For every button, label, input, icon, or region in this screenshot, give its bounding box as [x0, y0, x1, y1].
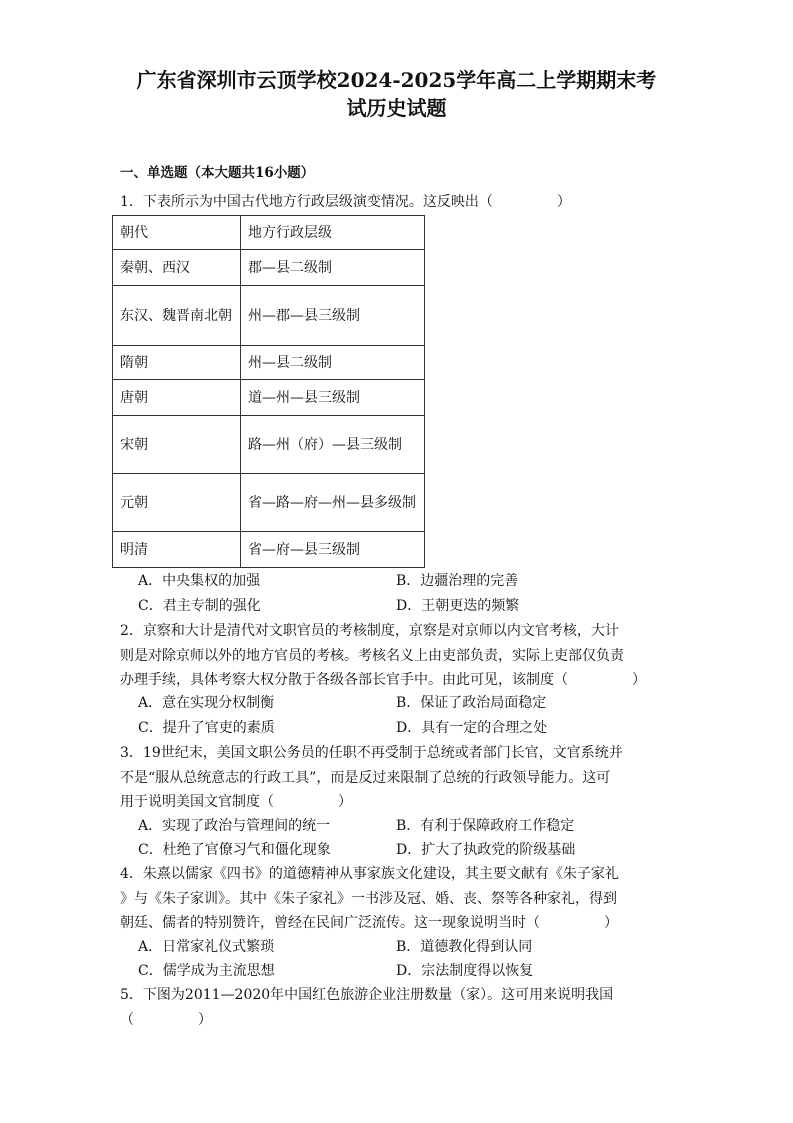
question-2-close-paren: ）	[632, 672, 646, 688]
question-5-line	[120, 1008, 680, 1033]
table-row	[113, 380, 425, 416]
question-5-line: 5．下图为2011—2020年中国红色旅游企业注册数量（家）。这可用来说明我国	[120, 987, 614, 1003]
question-5-open-paren: （	[120, 1011, 134, 1028]
question-4-close-paren: ）	[604, 915, 618, 931]
question-1-text: 1．下表所示为中国古代地方行政层级演变情况。这反映出（	[120, 194, 493, 210]
section-heading: 一、单选题（本大题共16小题）	[120, 165, 315, 181]
table-row	[113, 532, 425, 568]
option-b[interactable]: B．保证了政治局面稳定	[396, 695, 547, 711]
option-b[interactable]: B．道德教化得到认同	[396, 939, 533, 955]
question-2-line: 2．京察和大计是清代对文职官员的考核制度，京察是对京师以内文官考核，大计	[120, 623, 619, 639]
table-row	[113, 286, 425, 346]
question-3-line	[120, 790, 680, 815]
table-row	[113, 250, 425, 286]
table-header-cell: 朝代	[113, 216, 241, 250]
option-a[interactable]: A．意在实现分权制衡	[138, 695, 275, 711]
table-cell-dynasty: 东汉、魏晋南北朝	[113, 286, 241, 346]
option-d[interactable]: D．具有一定的合理之处	[396, 720, 548, 736]
question-3-stem	[120, 741, 680, 815]
table-header-row	[113, 216, 425, 250]
table-cell-levels: 路—州（府）—县三级制	[241, 416, 425, 474]
option-a[interactable]: A．中央集权的加强	[138, 573, 261, 589]
question-1-stem	[120, 190, 680, 215]
question-2-line: 则是对除京师以外的地方官员的考核。考核名义上由吏部负责，实际上吏部仅负责	[120, 647, 624, 664]
option-a[interactable]: A．实现了政治与管理间的统一	[138, 818, 331, 834]
question-2-text: 办理手续，具体考察大权分散于各级各部长官手中。由此可见，该制度（	[120, 672, 568, 688]
question-3-line: 不是“服从总统意志的行政工具”，而是反过来限制了总统的行政领导能力。这可	[120, 769, 611, 786]
option-d[interactable]: D．王朝更迭的频繁	[396, 598, 520, 614]
table-cell-levels: 省—路—府—州—县多级制	[241, 474, 425, 532]
table-cell-dynasty: 秦朝、西汉	[113, 250, 241, 286]
question-4-stem	[120, 862, 680, 936]
question-2-stem	[120, 619, 680, 693]
table-cell-dynasty: 唐朝	[113, 380, 241, 416]
table-cell-levels: 州—郡—县三级制	[241, 286, 425, 346]
question-1-close-paren: ）	[556, 194, 571, 210]
question-3-close-paren: ）	[338, 794, 352, 810]
option-d[interactable]: D．扩大了执政党的阶级基础	[396, 842, 576, 858]
option-b[interactable]: B．边疆治理的完善	[396, 573, 519, 589]
question-3-line: 3．19世纪末，美国文职公务员的任职不再受制于总统或者部门长官，文官系统并	[120, 745, 623, 761]
admin-levels-table	[112, 215, 425, 568]
table-row	[113, 474, 425, 532]
question-2-line	[120, 668, 680, 693]
option-c[interactable]: C．提升了官吏的素质	[138, 720, 275, 736]
table-row	[113, 416, 425, 474]
option-c[interactable]: C．君主专制的强化	[138, 598, 261, 614]
question-5-close-paren: ）	[198, 1011, 212, 1028]
table-header-cell: 地方行政层级	[241, 216, 425, 250]
title-line-2: 试历史试题	[346, 96, 447, 120]
option-b[interactable]: B．有利于保障政府工作稳定	[396, 818, 575, 834]
table-cell-dynasty: 隋朝	[113, 346, 241, 380]
document-title	[100, 66, 693, 122]
question-4-text: 朝廷、儒者的特别赞许，曾经在民间广泛流传。这一现象说明当时（	[120, 915, 540, 931]
table-cell-levels: 州—县二级制	[241, 346, 425, 380]
title-line-1: 广东省深圳市云顶学校2024-2025学年高二上学期期末考	[136, 68, 657, 92]
option-a[interactable]: A．日常家礼仪式繁琐	[138, 939, 275, 955]
table-cell-levels: 郡—县二级制	[241, 250, 425, 286]
table-cell-levels: 省—府—县三级制	[241, 532, 425, 568]
option-d[interactable]: D．宗法制度得以恢复	[396, 963, 534, 979]
question-3-text: 用于说明美国文官制度（	[120, 794, 274, 810]
table-cell-dynasty: 明清	[113, 532, 241, 568]
table-cell-levels: 道—州—县三级制	[241, 380, 425, 416]
option-c[interactable]: C．杜绝了官僚习气和僵化现象	[138, 842, 331, 858]
table-row	[113, 346, 425, 380]
question-5-stem	[120, 983, 680, 1032]
table-cell-dynasty: 宋朝	[113, 416, 241, 474]
option-c[interactable]: C．儒学成为主流思想	[138, 963, 275, 979]
question-4-line: 4．朱熹以儒家《四书》的道德精神从事家族文化建设，其主要文献有《朱子家礼	[120, 866, 619, 882]
question-4-line	[120, 911, 680, 936]
question-4-line: 》与《朱子家训》。其中《朱子家礼》一书涉及冠、婚、丧、祭等各种家礼，得到	[120, 890, 617, 907]
table-cell-dynasty: 元朝	[113, 474, 241, 532]
